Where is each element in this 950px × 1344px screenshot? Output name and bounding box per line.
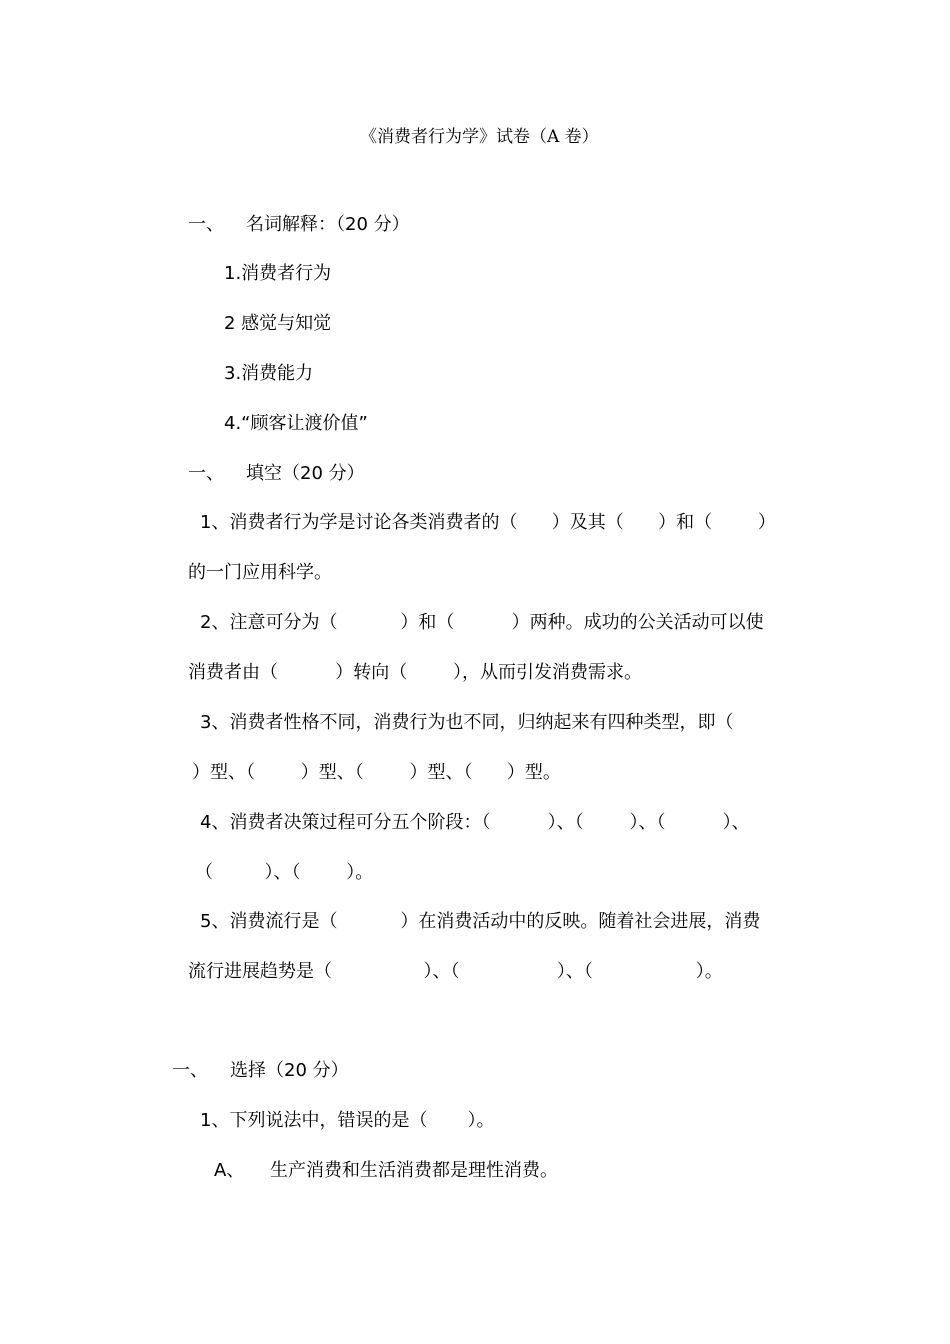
section-1-item-4: 4.“顾客让渡价值” (224, 413, 368, 434)
fill-question-4-line-2: （ ）、（ ）。 (195, 862, 374, 883)
section-3-number: 一、 (172, 1060, 208, 1081)
choice-option-a-text: 生产消费和生活消费都是理性消费。 (270, 1160, 558, 1181)
section-1-item-2: 2 感觉与知觉 (224, 313, 332, 334)
section-3-heading: 选择（20 分） (230, 1060, 349, 1081)
section-1-item-3: 3.消费能力 (224, 363, 314, 384)
fill-question-4-line-1: 4、消费者决策过程可分五个阶段：（ ）、（ ）、（ ）、 (200, 812, 750, 833)
fill-question-2-line-2: 消费者由（ ）转向（ ），从而引发消费需求。 (188, 662, 642, 683)
section-2-heading: 填空（20 分） (246, 463, 365, 484)
fill-question-1-line-2: 的一门应用科学。 (188, 562, 332, 583)
fill-question-3-line-1: 3、消费者性格不同，消费行为也不同，归纳起来有四种类型，即（ (200, 712, 734, 733)
fill-question-2-line-1: 2、注意可分为（ ）和（ ）两种。成功的公关活动可以使 (200, 612, 764, 633)
fill-question-5-line-2: 流行进展趋势是（ ）、（ ）、（ ）。 (188, 961, 723, 982)
choice-option-a-letter: A、 (214, 1160, 245, 1181)
exam-title: 《消费者行为学》试卷（A 卷） (360, 127, 599, 147)
section-1-item-1: 1.消费者行为 (224, 263, 332, 284)
section-1-heading: 名词解释：（20 分） (246, 214, 410, 235)
fill-question-1-line-1: 1、消费者行为学是讨论各类消费者的（ ）及其（ ）和（ ） (200, 512, 776, 533)
fill-question-5-line-1: 5、消费流行是（ ）在消费活动中的反映。随着社会进展，消费 (200, 911, 761, 932)
fill-question-3-line-2: ）型、（ ）型、（ ）型、（ ）型。 (192, 762, 561, 783)
section-1-number: 一、 (188, 214, 224, 235)
section-2-number: 一、 (188, 463, 224, 484)
choice-question-1: 1、下列说法中，错误的是（ ）。 (200, 1110, 495, 1131)
